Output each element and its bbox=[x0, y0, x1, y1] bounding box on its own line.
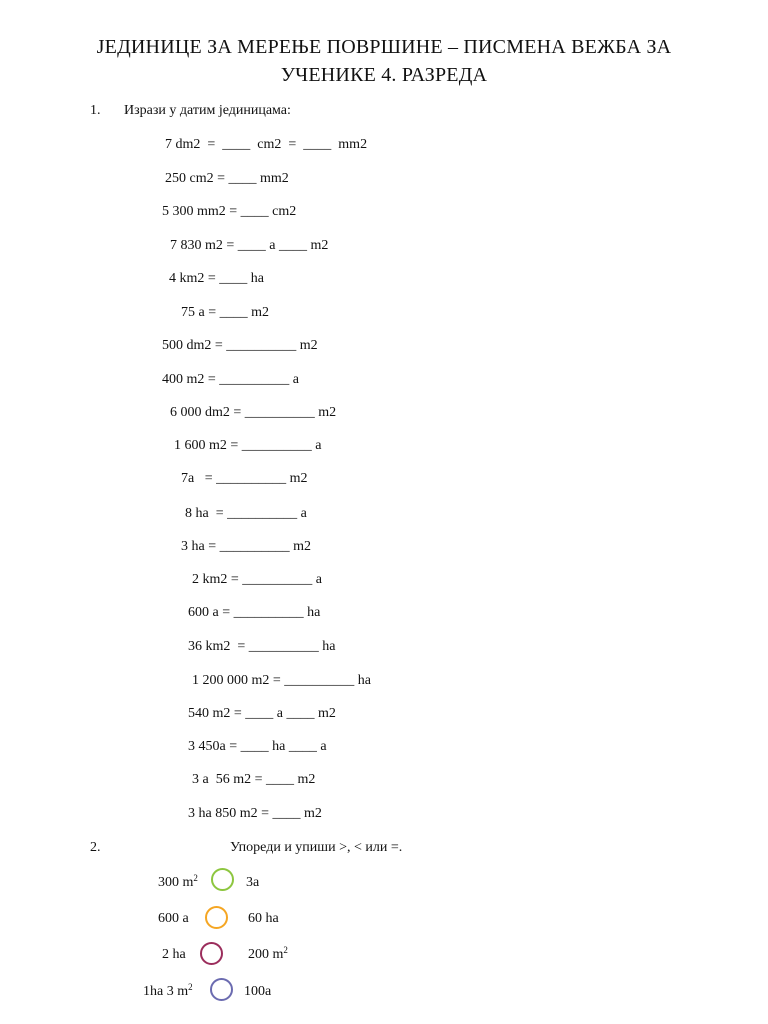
comparison-2-answer-circle[interactable] bbox=[205, 906, 228, 929]
exercise-6: 75 a = ____ m2 bbox=[181, 305, 269, 320]
comparison-4-left: 1ha 3 $m^2$ bbox=[143, 982, 193, 999]
exercise-20: 3 a 56 m2 = ____ m2 bbox=[192, 772, 316, 787]
comparison-2-right: 60 ha bbox=[248, 911, 279, 926]
exercise-10: 1 600 m2 = __________ a bbox=[174, 438, 322, 453]
exercise-8: 400 m2 = __________ a bbox=[162, 372, 299, 387]
exercise-11: 7a = __________ m2 bbox=[181, 471, 308, 486]
exercise-3: 5 300 mm2 = ____ cm2 bbox=[162, 204, 297, 219]
exercise-12: 8 ha = __________ a bbox=[185, 506, 307, 521]
worksheet-title-line-1: ЈЕДИНИЦЕ ЗА МЕРЕЊЕ ПОВРШИНЕ – ПИСМЕНА ВЕЖБА ЗА bbox=[96, 36, 672, 58]
exercise-19: 3 450a = ____ ha ____ a bbox=[188, 739, 327, 754]
exercise-9: 6 000 dm2 = __________ m2 bbox=[170, 405, 337, 420]
comparison-1-right: 3a bbox=[246, 875, 260, 890]
comparison-1-left: 300 $m^2$ bbox=[158, 873, 198, 890]
comparison-3-left: 2 ha bbox=[162, 947, 186, 962]
exercise-7: 500 dm2 = __________ m2 bbox=[162, 338, 318, 353]
comparison-3-right: 200 $m^2$ bbox=[248, 945, 288, 962]
exercise-14: 2 km2 = __________ a bbox=[192, 572, 322, 587]
comparison-1-answer-circle[interactable] bbox=[211, 868, 234, 891]
worksheet-title-line-2: УЧЕНИКЕ 4. РАЗРЕДА bbox=[280, 64, 488, 86]
comparison-4-right: 100a bbox=[244, 984, 272, 999]
task-2-number: 2. bbox=[90, 840, 101, 855]
task-1-number: 1. bbox=[90, 103, 101, 118]
comparison-3-answer-circle[interactable] bbox=[200, 942, 223, 965]
exercise-18: 540 m2 = ____ a ____ m2 bbox=[188, 706, 336, 721]
exercise-16: 36 km2 = __________ ha bbox=[188, 639, 336, 654]
comparison-4-answer-circle[interactable] bbox=[210, 978, 233, 1001]
exercise-1: 7 dm2 = ____ cm2 = ____ mm2 bbox=[165, 137, 368, 152]
comparison-2-left: 600 a bbox=[158, 911, 189, 926]
exercise-21: 3 ha 850 m2 = ____ m2 bbox=[188, 806, 322, 821]
exercise-13: 3 ha = __________ m2 bbox=[181, 539, 311, 554]
task-2-instruction: Упореди и упиши >, < или =. bbox=[230, 840, 403, 855]
task-1-instruction: Изрази у датим јединицама: bbox=[124, 103, 291, 118]
exercise-4: 7 830 m2 = ____ a ____ m2 bbox=[170, 238, 329, 253]
exercise-5: 4 km2 = ____ ha bbox=[169, 271, 264, 286]
exercise-15: 600 a = __________ ha bbox=[188, 605, 321, 620]
exercise-2: 250 cm2 = ____ mm2 bbox=[165, 171, 289, 186]
exercise-17: 1 200 000 m2 = __________ ha bbox=[192, 673, 371, 688]
